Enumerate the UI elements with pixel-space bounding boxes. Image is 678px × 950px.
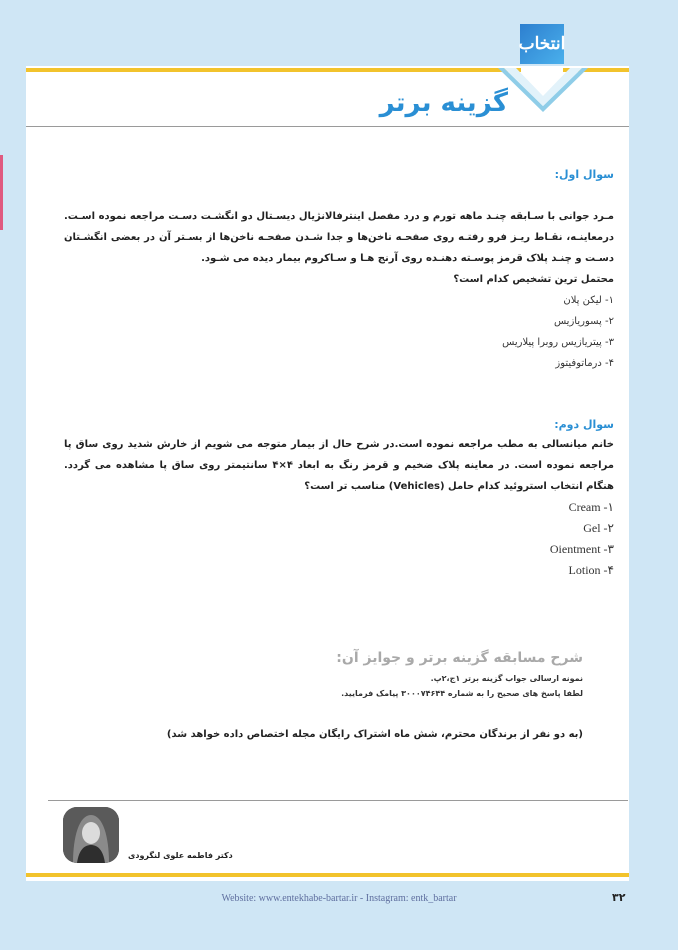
page-title: گزینه برتر xyxy=(379,88,508,118)
author-name: دکتر فاطمه علوی لنگرودی xyxy=(128,851,233,860)
page-number: ۳۲ xyxy=(612,891,626,904)
prize-sms: لطفا پاسخ های صحیح را به شماره ۳۰۰۰۷۴۶۴۴ پیامک فرمایید. xyxy=(341,689,583,698)
q1-option-1: ۱- لیکن پلان xyxy=(563,295,614,306)
magazine-logo: انتخاب xyxy=(520,24,564,64)
q2-text: خانم میانسالی به مطب مراجعه نموده است.در شرح حال از بیمار متوجه می شویم از خارش شدید روی ساق پا مراجعه نموده است. در معاینه پلاک ضخیم و قرمز رنگ به ابعاد ۴×۴ سانتیمتر روی ساق پا مشاهده می گردد. هنگام انتخاب استروئید کدام حامل (Vehicles) مناسب تر است؟ xyxy=(64,439,614,492)
q2-title: سوال دوم: xyxy=(554,418,614,431)
q1-option-4: ۴- درماتوفیتوز xyxy=(555,358,614,369)
q2-option-2: Gel -۲ xyxy=(583,521,614,535)
prize-note: (به دو نفر از برندگان محترم، شش ماه اشتراک رایگان مجله اختصاص داده خواهد شد) xyxy=(166,729,583,740)
q1-title: سوال اول: xyxy=(554,168,614,181)
side-marker xyxy=(0,155,3,230)
q2-option-4: Lotion -۴ xyxy=(568,563,614,577)
author-avatar xyxy=(63,807,119,863)
q1-question: محتمل ترین تشخیص کدام است؟ xyxy=(453,274,614,285)
prize-sample: نمونه ارسالی جواب گزینه برتر ۱ج،۲پ. xyxy=(430,674,583,683)
q1-option-3: ۳- پیتریازیس روبرا پیلاریس xyxy=(502,337,614,348)
q1-text: مـرد جوانی با سـابقه چنـد ماهه تورم و درد مفصل اینترفالانژیال دیسـتال دو انگشـت دسـت مراجعه نموده اسـت. درمعاینـه، نقـاط ریـز فرو رفتـه روی صفحـه ناخن‌ها و جدا شـدن صفحـه ناخن‌ها از بسـتر آن در بعضی انگشـتان دسـت و چنـد پلاک قرمز پوسـته دهنـده روی آرنج هـا و سـاکروم بیمار دیده می شـود. xyxy=(64,211,614,264)
footer-website[interactable]: Website: www.entekhabe-bartar.ir - Instagram: entk_bartar xyxy=(221,893,457,904)
q2-option-1: Cream -۱ xyxy=(568,500,614,514)
footer-bar xyxy=(26,873,629,877)
q2-option-3: Oientment -۳ xyxy=(549,542,614,556)
title-divider xyxy=(26,126,629,127)
header-bar-left xyxy=(26,68,521,72)
prize-heading: شرح مسابقه گزینه برتر و جوایز آن: xyxy=(336,650,583,666)
bottom-divider xyxy=(48,800,628,801)
q1-option-2: ۲- پسوریازیس xyxy=(553,316,614,327)
